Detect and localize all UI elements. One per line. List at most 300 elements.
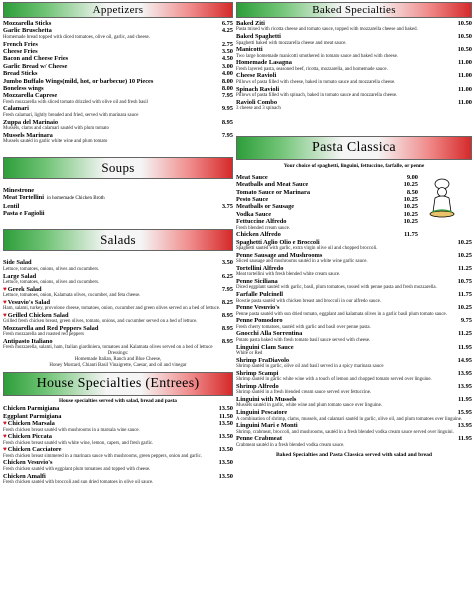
menu-item-price: 11.00 [457, 72, 472, 80]
menu-item-name: Farfalle Pulcinell [236, 291, 284, 299]
menu-item-name: Cheese Ravioli [236, 72, 277, 80]
menu-item-name: Mozzarella Sticks [3, 20, 52, 27]
menu-item-name: Penne Siciliana [236, 278, 278, 286]
menu-item-desc: Pasta mixed with ricotta cheese and tomato sauce, topped with mozzarella cheese and baked. [236, 27, 418, 33]
menu-item-name: Mussels Marinara [3, 131, 53, 139]
menu-item-desc: Fresh calamari, lightly breaded and fried, served with marinara sauce [3, 112, 139, 118]
menu-item-name: Antipasto Italiano [3, 338, 53, 346]
menu-item-price: 10.25 [403, 218, 418, 226]
menu-item [3, 132, 233, 139]
menu-item-name-wrap [236, 72, 276, 79]
menu-item-price: 10.50 [457, 33, 472, 41]
menu-item-name-wrap [236, 239, 320, 246]
menu-item-name-wrap [236, 422, 298, 429]
menu-item-desc: White or Red [236, 351, 263, 356]
menu-item [3, 459, 233, 466]
menu-item-desc: Potato pasta baked with fresh tomato basil sauce served with cheese. [236, 337, 371, 343]
menu-item-name-wrap [236, 344, 294, 351]
menu-item-name-wrap [236, 435, 282, 442]
dressings-line-1: Homemade Italian, Ranch and Blue Cheese, [74, 356, 162, 362]
menu-item-desc: Fresh mozzarella and roasted red peppers [3, 332, 85, 338]
house-banner [3, 372, 233, 396]
menu-item-price: 3.50 [221, 259, 233, 267]
menu-item-price: 11.00 [457, 85, 472, 93]
menu-item [236, 409, 472, 416]
menu-item-desc: Penne pasta sautéd with sun dried tomato, eggplant and kalamata olives in a garlic basil plum tomato sauce. [236, 311, 447, 317]
menu-item-name-wrap [3, 459, 53, 466]
menu-item-desc: Shrimp sautéd in a fresh blended cream sauce served over fettuccine. [236, 390, 372, 396]
menu-item-desc: Grilled fresh chicken breast, green olives, tomato, onions, and cucumber served on a bed of lettuce. [3, 319, 198, 325]
menu-item-name: Calamari [3, 105, 29, 113]
menu-item [3, 20, 233, 27]
menu-item-name: Mozzarella Caprese [3, 92, 58, 100]
menu-item-name: Spinach Ravioli [236, 85, 280, 93]
menu-item [236, 357, 472, 364]
menu-item-desc: Fresh layered pasta, seasoned beef, ricotta, mozzarella, and homemade sauce. [236, 66, 388, 72]
menu-item-price: 7.95 [221, 285, 233, 293]
baked-banner [236, 2, 472, 18]
menu-item-price: 11.75 [457, 291, 472, 299]
menu-item-name-wrap [236, 181, 308, 188]
menu-item-price: 3.75 [221, 202, 233, 210]
menu-item [236, 196, 418, 203]
menu-item-name-wrap [3, 187, 34, 194]
menu-item [236, 304, 472, 311]
menu-item-name: Chicken Cacciatore [7, 446, 62, 454]
baked-title: Baked Specialties [312, 4, 396, 16]
menu-item [3, 299, 233, 306]
menu-item-name-wrap [236, 252, 322, 259]
dressings-label: Dressings: [107, 351, 129, 357]
menu-item-price: 10.75 [457, 278, 472, 286]
menu-item-name-wrap [3, 413, 61, 420]
menu-item-desc: Sliced sausage and mushrooms sautéd in a white wine garlic sauce. [236, 259, 368, 265]
menu-item-name-wrap [3, 325, 98, 332]
menu-item [236, 20, 472, 27]
menu-item [236, 218, 418, 225]
menu-item [3, 55, 233, 62]
menu-item-name-wrap [3, 92, 57, 99]
right-column [236, 0, 472, 458]
menu-item-name: Spaghetti Aglio Olio e Broccoli [236, 238, 320, 246]
menu-item [236, 231, 418, 238]
menu-item-desc: Lettuce, tomatoes, onions, olives and cucumbers. [3, 266, 100, 272]
menu-item-name: Vesuvio's Salad [7, 298, 51, 306]
menu-item [3, 203, 233, 210]
menu-item [236, 86, 472, 93]
menu-item [3, 473, 233, 480]
menu-item [236, 174, 418, 181]
menu-item-name: Penne Pomodoro [236, 317, 283, 325]
menu-item-name: Chicken Piccata [7, 433, 52, 441]
menu-item-price: 13.50 [218, 405, 233, 413]
menu-item-name-wrap [236, 46, 263, 53]
pasta-top-list [236, 174, 418, 239]
menu-item [3, 338, 233, 345]
menu-item-price: 3.00 [221, 62, 233, 70]
menu-item [236, 422, 472, 429]
menu-item-name-wrap [3, 63, 67, 70]
menu-item-name: Homemade Lasagna [236, 59, 292, 67]
menu-item-price: 11.95 [457, 435, 472, 443]
menu-item [3, 105, 233, 112]
pasta-banner [236, 136, 472, 160]
menu-item-desc: Fresh chicken sautéd with broccoli and sun dried tomatoes in olive oil sauce. [3, 479, 154, 485]
menu-item [3, 433, 233, 440]
menu-item-desc: Two large homemade manicotti smothered in tomato sauce and baked with cheese. [236, 53, 398, 59]
menu-item-price: 10.25 [403, 210, 418, 218]
menu-item-desc: Crabmeat sautéd in a fresh blended vodka cream sauce. [236, 442, 345, 448]
menu-item-name-wrap [3, 194, 105, 202]
menu-item-name-wrap [236, 291, 283, 298]
menu-item [3, 446, 233, 453]
menu-item-name-wrap [236, 330, 302, 337]
menu-item-desc: Spaghetti sautéd with garlic, extra virgin olive oil and chopped broccoli. [236, 246, 378, 252]
menu-item-price: 15.95 [457, 409, 472, 417]
menu-item-name-wrap [236, 304, 280, 311]
menu-item-name-wrap [236, 196, 268, 203]
menu-item-name-wrap [236, 59, 292, 66]
menu-item-name: Chicken Parmigiana [3, 405, 60, 413]
menu-item-desc: Mussels sautéd in garlic white wine and plum tomato [3, 139, 108, 145]
menu-item [236, 46, 472, 53]
menu-item-name-wrap [236, 231, 281, 238]
menu-item-price: 13.95 [457, 382, 472, 390]
menu-item-name: Fettuccine Alfredo [236, 218, 287, 226]
menu-item-price: 9.75 [460, 317, 472, 325]
menu-item-desc: Meat tortellini with fresh blended white cream sauce. [236, 272, 341, 278]
menu-item [3, 48, 233, 55]
menu-item-price: 10.50 [457, 46, 472, 54]
menu-item-price: 11.95 [457, 396, 472, 404]
menu-item-name: Linguini Clam Sauce [236, 343, 294, 351]
menu-item-name: Tomato Sauce or Marinara [236, 188, 311, 196]
menu-item-name-wrap [236, 203, 294, 210]
menu-item-name: Linguini Pescatore [236, 409, 288, 417]
menu-item-name: Penne Sausage and Mushrooms [236, 251, 323, 259]
menu-item-name: Minestrone [3, 186, 35, 194]
menu-item-desc: Fresh mozzarella with sliced tomato drizzled with olive oil and fresh basil [3, 99, 148, 105]
menu-item-desc: Mussels, clams and calamari sautéd with plum tomato [3, 125, 109, 131]
menu-item-name: Grilled Chicken Salad [7, 311, 69, 319]
menu-item-name: Pesto Sauce [236, 195, 269, 203]
menu-item [236, 72, 472, 79]
menu-item-name: Tortellini Alfredo [236, 264, 284, 272]
menu-item [236, 252, 472, 259]
menu-item-name: Manicotti [236, 46, 263, 54]
menu-item-price: 8.25 [221, 298, 233, 306]
menu-item-price: 8.95 [221, 324, 233, 332]
menu-item-price: 13.50 [218, 420, 233, 428]
menu-item [3, 85, 233, 92]
menu-item-desc: Shrimp sautéd in garlic white wine with a touch of lemon and chopped tomato served over linguine. [236, 377, 432, 383]
menu-item-desc: Shrimp sautéd in garlic, olive oil and basil served in a spicy marinara sauce [236, 364, 384, 370]
menu-item-name-wrap [3, 286, 42, 293]
menu-item [3, 312, 233, 319]
menu-item-name: Shrimp Scampi [236, 369, 279, 377]
menu-item-name-wrap [236, 33, 281, 40]
menu-item-price: 14.95 [457, 356, 472, 364]
menu-item-name: Penne Vesuvio's [236, 304, 280, 312]
menu-item-price: 8.95 [221, 118, 233, 126]
house-title: House Specialties (Entrees) [36, 376, 200, 392]
menu-item-name: Bread Sticks [3, 70, 38, 78]
menu-item-price: 13.50 [218, 433, 233, 441]
menu-item-name: Zuppa del Marinaio [3, 118, 59, 126]
menu-item-name: Mozzarella and Red Peppers Salad [3, 324, 99, 332]
heart-icon: ♥ [3, 433, 7, 441]
menu-item [236, 344, 472, 351]
menu-item [3, 194, 233, 202]
soups-list [3, 187, 233, 218]
menu-item-name-wrap [236, 396, 296, 403]
menu-item [236, 265, 472, 272]
menu-item [236, 278, 472, 285]
house-subtitle: House specialties served with salad, bread and pasta [59, 398, 177, 405]
menu-item-name: Eggplant Parmigiana [3, 412, 62, 420]
menu-item [3, 286, 233, 293]
menu-item [3, 273, 233, 280]
menu-item-desc: Bowtie pasta sautéd with chicken breast and broccoli in our alfredo sauce. [236, 298, 382, 304]
menu-item-name-wrap [236, 278, 278, 285]
menu-item-name: Chicken Vesuvio's [3, 459, 53, 467]
menu-item-desc: Fresh cherry tomatoes, sautéd with garlic and basil over penne pasta. [236, 324, 371, 330]
menu-item [3, 187, 233, 194]
salads-banner [3, 229, 233, 251]
menu-item-name: Baked Spaghetti [236, 33, 281, 41]
menu-item-name-wrap [3, 132, 53, 139]
menu-item [236, 383, 472, 390]
menu-item-desc: A combination of shrimp, clams, mussels, and calamari sautéd in garlic, olive oil, and plum tomatoes over linguine. [236, 416, 463, 422]
menu-item [236, 189, 418, 196]
menu-item-name: Jumbo Buffalo Wings(mild, hot, or barbecue) 10 Pieces [3, 77, 154, 85]
menu-item [3, 325, 233, 332]
left-column [3, 0, 233, 486]
pasta-title: Pasta Classica [312, 139, 396, 155]
menu-item-desc: Pillows of pasta filled with spinach, baked in tomato sauce and mozzarella cheese. [236, 92, 398, 98]
menu-item-price: 3.50 [221, 47, 233, 55]
menu-item-price: 13.50 [218, 446, 233, 454]
menu-item-name-wrap [3, 70, 38, 77]
menu-item-name: Shrimp Alfredo [236, 382, 279, 390]
menu-item [236, 181, 418, 188]
menu-item-name-wrap [236, 218, 286, 225]
menu-item-price: 10.25 [403, 203, 418, 211]
menu-item-price: 8.95 [221, 338, 233, 346]
menu-item-price: 9.95 [221, 105, 233, 113]
menu-item-name-wrap [3, 473, 46, 480]
menu-item-name: Vodka Sauce [236, 210, 272, 218]
menu-item-name-wrap [3, 41, 38, 48]
menu-item-name: Meatballs or Sausage [236, 203, 295, 211]
menu-item-name-wrap [3, 20, 51, 27]
house-list [3, 405, 233, 485]
menu-item-price: 10.50 [457, 20, 472, 27]
heart-icon: ♥ [3, 298, 7, 306]
pasta-subtitle: Your choice of spaghetti, linguini, fettuccine, farfalle, or penne [283, 162, 425, 169]
dressings-line-2: Honey Mustard, Chianti Basil Vinaigrette, Caesar, and oil and vinegar [49, 362, 187, 368]
menu-item-price: 10.25 [457, 251, 472, 259]
menu-item-name: Penne Crabmeat [236, 435, 282, 443]
menu-item-name-wrap [3, 48, 38, 55]
menu-item-name: Chicken Amalfi [3, 472, 46, 480]
menu-item-name: Greek Salad [7, 285, 42, 293]
dressings-note [3, 351, 233, 368]
menu-item-name: Meat Tortellini [3, 194, 45, 202]
menu-item-name-wrap [236, 409, 287, 416]
menu-item [3, 27, 233, 34]
salads-list [3, 259, 233, 351]
menu-item-name-wrap [3, 78, 153, 85]
menu-item-name: Bacon and Cheese Fries [3, 55, 69, 63]
menu-item-name: Garlic Bruschetta [3, 27, 52, 35]
pasta-list [236, 239, 472, 449]
menu-item-name: Linguini with Mussels [236, 396, 297, 404]
menu-item-desc: Fresh blended cream sauce. [236, 225, 291, 231]
menu-item-price: 4.25 [221, 27, 233, 35]
heart-icon: ♥ [3, 285, 7, 293]
menu-item-price: 4.50 [221, 55, 233, 63]
menu-item-name-wrap [236, 86, 279, 93]
heart-icon: ♥ [3, 420, 7, 428]
menu-item-price: 8.50 [406, 188, 418, 196]
chef-illustration [428, 178, 456, 218]
menu-item-name: Chicken Marsala [7, 420, 55, 428]
menu-item [3, 210, 233, 217]
menu-item-name-wrap [3, 446, 61, 453]
menu-item-name-wrap [236, 174, 268, 181]
menu-item-name: Boneless wings [3, 84, 44, 92]
menu-item-price: 4.00 [221, 70, 233, 78]
menu-item [3, 413, 233, 420]
menu-item-desc: Lettuce, tomatoes, onion, Kalamata olives, cucumber, and feta cheese. [3, 293, 141, 299]
menu-item-price: 6.25 [221, 272, 233, 280]
menu-item-desc: Fresh chicken breast sautéd with white wine, lemon, capers, and fresh garlic. [3, 440, 154, 446]
menu-item-price: 11.75 [403, 231, 418, 239]
menu-item-name-wrap [3, 420, 55, 427]
menu-item [3, 78, 233, 85]
soups-title: Soups [101, 159, 135, 175]
menu-item-name: Chicken Alfredo [236, 231, 281, 239]
pasta-footer: Baked Specialties and Pasta Classica served with salad and bread [275, 452, 433, 459]
menu-item-name-wrap [3, 273, 36, 280]
menu-item-desc: Mussels sautéd in garlic, white wine and plum tomato sauce over linguine. [236, 403, 383, 409]
menu-item-desc: Fresh mozzarella, salami, ham, Italian giardiniera, tomatoes and Kalamata olives served on a bed of lettuce [3, 345, 213, 351]
menu-item-price: 13.50 [218, 459, 233, 467]
menu-item [236, 330, 472, 337]
menu-item-price: 2.75 [221, 40, 233, 48]
menu-item-price: 13.95 [457, 369, 472, 377]
menu-item [3, 41, 233, 48]
menu-item [3, 119, 233, 126]
menu-item-name-wrap [236, 99, 277, 106]
heart-icon: ♥ [3, 311, 7, 319]
menu-item [236, 59, 472, 66]
menu-item [236, 396, 472, 403]
menu-item-desc: Spaghetti baked with mozzarella cheese and meat sauce. [236, 40, 347, 46]
menu-item [236, 370, 472, 377]
appetizers-title: Appetizers [92, 4, 144, 16]
menu-item-name-wrap [236, 189, 310, 196]
menu-item [3, 259, 233, 266]
menu-item-name-wrap [3, 210, 45, 217]
menu-item-name: Gnocchi Alla Sorrentina [236, 330, 303, 338]
menu-item-name-wrap [236, 20, 265, 27]
menu-item-name: Garlic Bread w/ Cheese [3, 62, 68, 70]
menu-item [236, 317, 472, 324]
baked-list [236, 20, 472, 112]
menu-item-desc: Homemade bread topped with diced tomatoes, olive oil, garlic, and cheese. [3, 34, 150, 40]
menu-item [236, 203, 418, 210]
menu-item-price: 11.25 [457, 330, 472, 338]
menu-item [236, 435, 472, 442]
menu-item-name-wrap [236, 370, 278, 377]
menu-item-name: Lentil [3, 202, 20, 210]
menu-item-price: 10.25 [457, 304, 472, 312]
menu-item [236, 211, 418, 218]
menu-item-name-wrap [236, 211, 271, 218]
menu-item-price: 13.95 [457, 422, 472, 430]
soups-banner [3, 157, 233, 179]
menu-item-price: 8.00 [221, 84, 233, 92]
appetizers-list [3, 20, 233, 145]
menu-item-name-wrap [236, 265, 283, 272]
menu-item-price: 11.00 [457, 59, 472, 67]
menu-item-desc: Pillows of pasta filled with cheese, baked in tomato sauce and mozzarella cheese. [236, 79, 396, 85]
menu-item-name: Meatballs and Meat Sauce [236, 181, 309, 189]
menu-item-name: Baked Ziti [236, 20, 265, 27]
menu-item-desc: Lettuce, tomatoes, onions, olives and cucumbers. [3, 279, 100, 285]
menu-item-name-wrap [3, 27, 52, 34]
menu-item-name-wrap [3, 119, 58, 126]
menu-item-desc: Fresh chicken breast simmered in a marinara sauce with mushrooms, green peppers, onion and garlic. [3, 453, 202, 459]
menu-item-price: 8.95 [221, 311, 233, 319]
menu-item-name-wrap [236, 383, 279, 390]
menu-item-name-wrap [236, 357, 289, 364]
appetizers-banner [3, 2, 233, 18]
menu-item-name-wrap [3, 338, 53, 345]
menu-item [3, 63, 233, 70]
menu-item-name-wrap [3, 55, 68, 62]
menu-item-price: 11.50 [218, 412, 233, 420]
menu-item-name: Ravioli Combo [236, 98, 278, 106]
menu-item-name-wrap [3, 433, 52, 440]
menu-item-desc: Diced eggplant sautéd with garlic, basil, plum tomatoes, tossed with penne pasta and fresh mozzarella. [236, 285, 437, 291]
menu-item-desc: Ham, salami, turkey, provolone cheese, tomatoes, onion, cucumber and green olives served on a bed of lettuce. [3, 306, 221, 312]
menu-item [3, 70, 233, 77]
salads-title: Salads [100, 232, 136, 248]
menu-item-price: 11.95 [457, 343, 472, 351]
menu-item-price: 7.95 [221, 92, 233, 100]
menu-item-price: 10.25 [457, 238, 472, 246]
menu-item-name: Shrimp FraDiavolo [236, 356, 290, 364]
menu-item-name: French Fries [3, 40, 38, 48]
menu-item [3, 405, 233, 412]
menu-item [3, 92, 233, 99]
menu-item-price: 8.00 [221, 77, 233, 85]
heart-icon: ♥ [3, 446, 7, 454]
menu-item-name-wrap [3, 105, 29, 112]
menu-item-name-wrap [3, 312, 69, 319]
menu-item-price: 10.25 [403, 181, 418, 189]
menu-item-name-wrap [236, 317, 283, 324]
menu-item-name: Meat Sauce [236, 173, 268, 181]
menu-item-price: 6.75 [221, 20, 233, 27]
menu-item [236, 291, 472, 298]
menu-item-price: 11.00 [457, 98, 472, 106]
menu-item-desc: Fresh chicken sautéd with eggplant plum tomatoes and topped with cheese. [3, 466, 151, 472]
menu-item-name: Linguini Mari e Monti [236, 422, 298, 430]
